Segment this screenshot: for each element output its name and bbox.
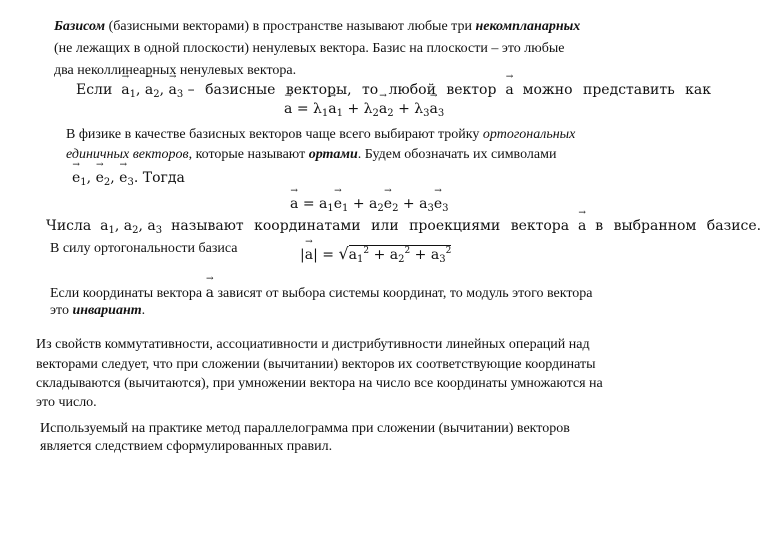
term-noncoplanar: некомпланарных [475, 19, 581, 34]
text-span: , которые называют [188, 147, 309, 162]
word-if: Если [76, 82, 113, 98]
comma: , [159, 82, 165, 98]
vector-a3: → a [430, 101, 438, 117]
index: 3 [176, 89, 184, 100]
text-span: Числа [46, 218, 92, 234]
text-span: – базисные векторы, то любой вектор [187, 82, 497, 98]
text-line [50, 302, 145, 320]
text-line: Из свойств коммутативности, ассоциативности и дистрибутивности линейных операций над [36, 337, 590, 352]
text-orthogonality: В силу ортогональности базиса [50, 241, 238, 256]
eq-sign: = [296, 101, 309, 117]
text-span: зависят от выбора системы координат, то модуль этого вектора [214, 286, 593, 301]
vector-e3: → e [119, 170, 127, 186]
vector-e1: → e [334, 196, 342, 212]
text-span: . [141, 303, 146, 318]
text-span: . Будем обозначать их символами [357, 147, 557, 162]
vector-e3: → e [434, 196, 442, 212]
formula-orts: → $e_1$, → $e_2$, → $e_3$. Тогда [72, 170, 185, 186]
paragraph-invariant [50, 284, 592, 303]
paragraph-physics-basis [66, 126, 575, 144]
comma: , [135, 82, 141, 98]
text-line: (не лежащих в одной плоскости) ненулевых вектора. Базис на плоскости – это любые [54, 41, 565, 56]
formula-line-coordinates: Числа $a_1$, $a_2$, $a_3$ называют координатами или проекциями вектора → a в выбранном базисе. [46, 218, 761, 234]
formula-coordinates: → $a = a_1\to e_1 + a_2\to e_2 + a_3\to e_3$ [290, 196, 449, 212]
vector-e1: → e [72, 170, 80, 186]
term-orthogonal: ортогональных [482, 127, 576, 142]
text-line: Используемый на практике метод параллелограмма при сложении (вычитании) векторов [40, 421, 570, 436]
vector-a1: → a [328, 101, 336, 117]
text-span: это [50, 303, 73, 318]
text-span: . Тогда [133, 170, 185, 186]
vector-a2: → a [145, 82, 153, 98]
vector-a: → a [284, 101, 292, 117]
text-span: называют координатами или проекциями вектора [171, 218, 570, 234]
vector-e2: → e [384, 196, 392, 212]
vector-a2: → a [379, 101, 387, 117]
vector-a: → a [305, 247, 313, 263]
vector-e2: → e [96, 170, 104, 186]
vector-a: → a [578, 218, 586, 234]
text-span: Если координаты вектора [50, 286, 206, 301]
term-orts: ортами [308, 147, 358, 162]
lambda: λ [313, 101, 322, 117]
text-span: (базисными векторами) в пространстве называют любые три [105, 19, 476, 34]
formula-line-basis [76, 82, 711, 98]
lambda: λ [363, 101, 373, 117]
plus-sign: + [347, 101, 360, 117]
text-span: В физике в качестве базисных векторов чаще всего выбирают тройку [66, 127, 483, 142]
term-unit-vectors: единичных векторов [66, 147, 189, 162]
vector-a3: → a [168, 82, 176, 98]
text-line: это число. [36, 395, 97, 410]
text-line: два неколлинеарных ненулевых вектора. [54, 63, 297, 78]
paragraph-basis-definition [54, 18, 580, 36]
term-basis: Базисом [54, 19, 106, 34]
vector-a: → a [505, 82, 513, 98]
text-line: является следствием сформулированных правил. [40, 439, 333, 454]
lambda: λ [414, 101, 424, 117]
vector-a: → a [206, 284, 214, 302]
vector-a1: → a [121, 82, 129, 98]
plus-sign: + [398, 101, 410, 117]
text-line: векторами следует, что при сложении (вычитании) векторов их соответствующие координаты [36, 357, 596, 372]
index: 1 [129, 89, 136, 100]
formula-modulus: |→ $a| = √a_1^2 + a_2^2 + a_3^2$ [300, 244, 451, 263]
text-line [66, 146, 556, 164]
text-line: складываются (вычитаются), при умножении вектора на число все координаты умножаются на [36, 376, 603, 391]
term-invariant: инвариант [72, 303, 142, 318]
vector-a: → a [290, 196, 298, 212]
text-span: в выбранном базисе. [595, 218, 761, 234]
sqrt-radicand: $a_1^2 + a_2^2 + a_3^2$ [348, 246, 452, 265]
text-span: можно представить как [522, 82, 712, 98]
index: 2 [153, 89, 160, 100]
formula-decomposition: → $a = \lambda_1\to a_1 + \lambda_2\to a_2 + \lambda_3\to a_3$ [284, 101, 444, 117]
